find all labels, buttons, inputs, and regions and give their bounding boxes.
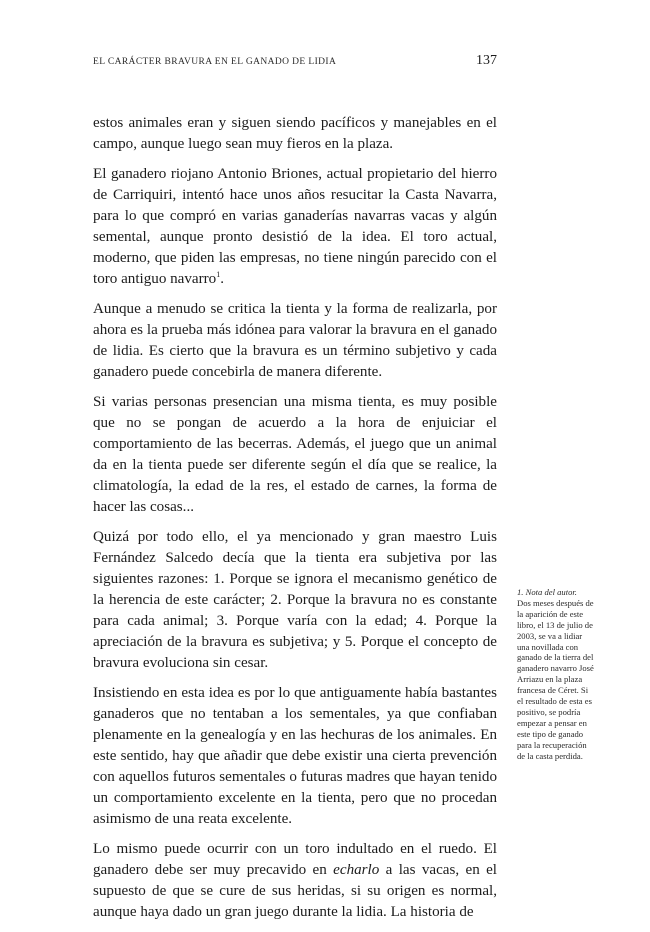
paragraph-6: Insistiendo en esta idea es por lo que antiguamente había bastantes ganaderos que no tentaban a los sementales, ya que confiaban plenamente en la genealogía y en las hechuras de los animales. En este sentido, hay que añadir que debe existir una cierta prevención con aquellos futuros sementales o futuras madres que hayan tenido un comportamiento excelente en la tienta, pero que no procedan asimismo de una reata excelente. (93, 685, 497, 827)
paragraph-7-text-a: Lo mismo puede ocurrir con un toro indultado en el ruedo. El ganadero debe ser muy precavido en (93, 841, 497, 878)
sidenote-text: Dos meses después de la aparición de este libro, el 13 de julio de 2003, se va a lidiar una novillada con ganado de la tierra del ganadero navarro José Arriazu en la plaza francesa de Céret. Si el resultado de esta es positivo, se podría empezar a pensar en este tipo de ganado para la recuperación de la casta perdida. (517, 597, 594, 761)
footnote-marker: 1 (216, 269, 221, 279)
paragraph-3: Aunque a menudo se critica la tienta y la forma de realizarla, por ahora es la prueba más idónea para valorar la bravura en el ganado de lidia. Es cierto que la bravura es un término subjetivo y cada ganadero puede concebirla de manera diferente. (93, 301, 497, 380)
main-text (93, 113, 497, 932)
paragraph-1: estos animales eran y siguen siendo pacíficos y manejables en el campo, aunque luego sean muy fieros en la plaza. (93, 115, 497, 152)
paragraph-4: Si varias personas presencian una misma tienta, es muy posible que no se pongan de acuerdo a la hora de enjuiciar el comportamiento de las becerras. Además, el juego que un animal da en la tienta puede ser diferente según el día que se realice, la climatología, la edad de la res, el estado de carnes, la forma de hacer las cosas... (93, 394, 497, 515)
running-head: EL CARÁCTER BRAVURA EN EL GANADO DE LIDIA (93, 57, 337, 67)
paragraph-2-text: El ganadero riojano Antonio Briones, actual propietario del hierro de Carriquiri, intentó hace unos años resucitar la Casta Navarra, para lo que compró en varias ganaderías navarras vacas y algún semental, aunque pronto desistió de la idea. El toro actual, moderno, que piden las empresas, no tiene ningún parecido con el toro antiguo navarro (93, 166, 497, 287)
sidenote-label: 1. Nota del autor. (517, 587, 577, 597)
page-header (93, 53, 497, 75)
sidenote (517, 587, 595, 762)
emphasis-echarlo: echarlo (333, 862, 380, 878)
paragraph-2 (93, 164, 497, 290)
paragraph-7 (93, 839, 497, 923)
paragraph-5: Quizá por todo ello, el ya mencionado y gran maestro Luis Fernández Salcedo decía que la tienta era subjetiva por las siguientes razones: 1. Porque se ignora el mecanismo genético de la herencia de este carácter; 2. Porque la bravura no es constante para cada animal; 3. Porque varía con la edad; 4. Porque la apreciación de la bravura es subjetiva; y 5. Porque el concepto de bravura evoluciona sin cesar. (93, 529, 497, 671)
paragraph-7-text-b: a las vacas, en el supuesto de que se cure de sus heridas, si su origen es normal, aunque haya dado un gran juego durante la lidia. La historia de (93, 862, 497, 920)
page-number: 137 (476, 53, 497, 68)
paragraph-2-end: . (220, 271, 225, 287)
